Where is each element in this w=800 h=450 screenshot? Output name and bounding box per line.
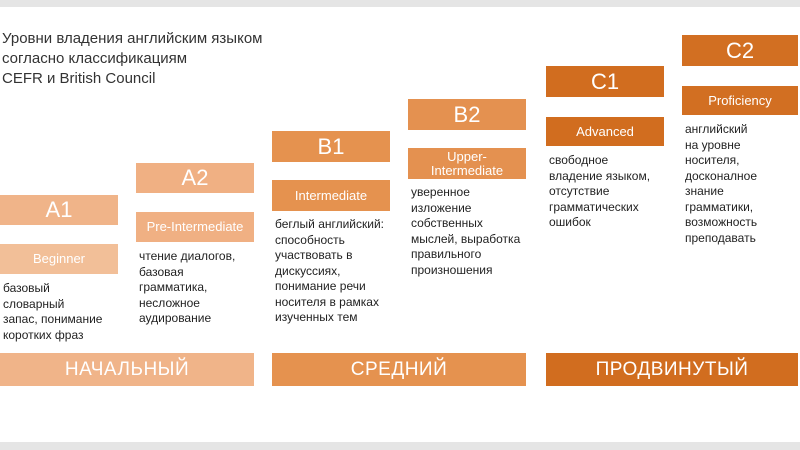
desc-line: грамматики, <box>685 199 754 214</box>
desc-line: грамматика, <box>139 280 208 294</box>
level-a1-name: Beginner <box>0 244 118 274</box>
top-border-band <box>0 0 800 7</box>
level-b2-code: B2 <box>408 99 526 130</box>
desc-line: досконалное <box>685 168 758 183</box>
desc-line: беглый английский: <box>275 217 385 231</box>
stage-beginner-bar: НАЧАЛЬНЫЙ <box>0 353 254 386</box>
desc-line: словарный <box>3 296 65 311</box>
desc-line: изученных тем <box>275 310 358 324</box>
desc-line: собственных <box>411 216 483 230</box>
bottom-border-band <box>0 442 800 450</box>
desc-line: участвовать в <box>275 248 353 262</box>
desc-line: понимание речи <box>275 279 366 293</box>
level-c2-code: C2 <box>682 35 798 66</box>
desc-line: правильного <box>411 247 482 261</box>
level-b2-description <box>411 185 520 278</box>
stage-middle-bar: СРЕДНИЙ <box>272 353 526 386</box>
level-a1-code: A1 <box>0 195 118 225</box>
desc-line: базовый <box>3 281 50 295</box>
desc-line: уверенное <box>411 185 470 199</box>
desc-line: владение языком, <box>549 168 651 183</box>
level-c1-code: C1 <box>546 66 664 97</box>
level-c1-description <box>549 153 650 231</box>
title-line-2: согласно классификациям <box>2 50 188 67</box>
desc-line: ошибок <box>549 215 591 229</box>
desc-line: изложение <box>411 200 472 215</box>
desc-line: дискуссиях, <box>275 263 341 278</box>
level-a1-description <box>3 281 102 343</box>
desc-line: возможность <box>685 215 758 229</box>
desc-line: способность <box>275 232 345 247</box>
desc-line: грамматических <box>549 199 639 214</box>
level-b2-name <box>408 148 526 179</box>
level-a2-code: A2 <box>136 163 254 193</box>
diagram-title <box>2 29 322 89</box>
desc-line: чтение диалогов, <box>139 249 236 263</box>
level-b1-name: Intermediate <box>272 180 390 211</box>
level-b2-name-line-1: Upper- <box>447 148 487 164</box>
level-c2-name: Proficiency <box>682 86 798 115</box>
desc-line: базовая <box>139 264 184 279</box>
desc-line: носителя в рамках <box>275 294 379 309</box>
level-c1-name: Advanced <box>546 117 664 146</box>
level-c2-description <box>685 122 757 246</box>
desc-line: преподавать <box>685 230 756 245</box>
desc-line: свободное <box>549 153 609 167</box>
desc-line: носителя, <box>685 153 740 167</box>
desc-line: мыслей, выработка <box>411 231 521 246</box>
level-a2-description <box>139 249 235 327</box>
desc-line: произношения <box>411 262 493 277</box>
level-b1-code: B1 <box>272 131 390 162</box>
desc-line: коротких фраз <box>3 327 84 342</box>
desc-line: аудирование <box>139 311 212 325</box>
level-a2-name: Pre-Intermediate <box>136 212 254 242</box>
desc-line: на уровне <box>685 137 741 152</box>
desc-line: отсутствие <box>549 184 610 198</box>
desc-line: знание <box>685 184 724 198</box>
level-b2-name-line-2: Intermediate <box>430 162 504 178</box>
stage-advanced-bar: ПРОДВИНУТЫЙ <box>546 353 798 386</box>
desc-line: английский <box>685 122 748 136</box>
level-b1-description <box>275 217 384 326</box>
title-line-1: Уровни владения английским языком <box>2 30 263 47</box>
desc-line: несложное <box>139 295 200 310</box>
title-line-3: CEFR и British Council <box>2 70 156 87</box>
desc-line: запас, понимание <box>3 312 103 326</box>
